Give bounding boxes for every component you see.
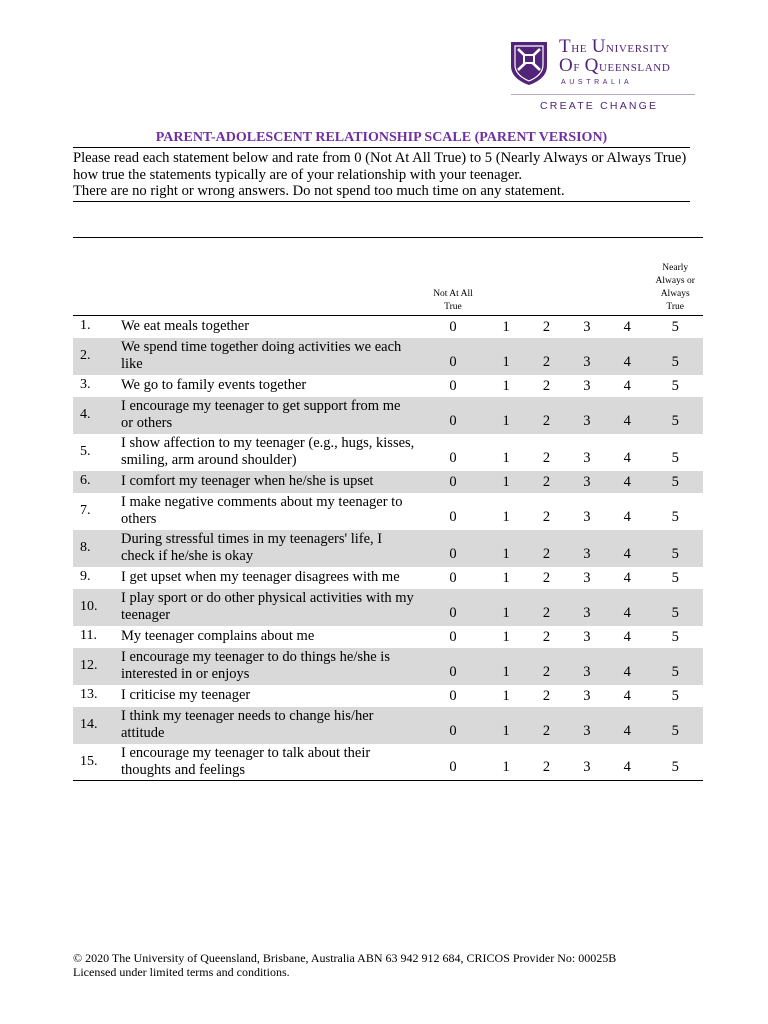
rating-option-5[interactable]: 5: [647, 707, 703, 744]
rating-option-4[interactable]: 4: [623, 318, 631, 335]
rating-option-2[interactable]: 2: [542, 449, 551, 466]
rating-option-4[interactable]: 4: [607, 648, 647, 685]
page-title: PARENT-ADOLESCENT RELATIONSHIP SCALE (PARENT VERSION): [73, 130, 690, 148]
rating-option-5[interactable]: 5: [671, 687, 679, 704]
table-row: [73, 707, 703, 744]
rating-option-1[interactable]: 1: [486, 648, 526, 685]
footer-copyright: © 2020 The University of Queensland, Brisbane, Australia ABN 63 942 912 684, CRICOS Provider No: 00025B: [73, 951, 617, 965]
rating-option-0[interactable]: 0: [449, 508, 457, 525]
rating-option-3[interactable]: 3: [567, 471, 607, 493]
table-row: [73, 530, 703, 567]
item-statement: We eat meals together: [121, 318, 250, 334]
rating-option-1[interactable]: 1: [486, 397, 526, 434]
rating-option-0[interactable]: 0: [449, 377, 457, 394]
rating-option-5[interactable]: 5: [671, 318, 679, 335]
rating-option-3[interactable]: 3: [583, 687, 591, 704]
university-logo: [509, 38, 697, 116]
rating-option-1[interactable]: 1: [502, 628, 510, 645]
rating-option-4[interactable]: 4: [607, 397, 647, 434]
table-row: [73, 567, 703, 589]
rating-option-4[interactable]: 4: [623, 449, 631, 466]
rating-option-2[interactable]: 2: [526, 530, 566, 567]
rating-option-5[interactable]: 5: [647, 471, 703, 493]
rating-option-1[interactable]: 1: [486, 338, 526, 375]
rating-option-1[interactable]: 1: [502, 318, 510, 335]
rating-option-1[interactable]: 1: [486, 471, 526, 493]
item-number: 15.: [80, 753, 98, 769]
rating-option-1[interactable]: 1: [486, 589, 526, 626]
footer: [73, 951, 713, 979]
rating-option-2[interactable]: 2: [526, 648, 566, 685]
rating-option-0[interactable]: 0: [449, 449, 457, 466]
item-number: 6.: [73, 471, 121, 493]
rating-option-3[interactable]: 3: [583, 318, 591, 335]
instructions-line1: Please read each statement below and rate from 0 (Not At All True) to 5 (Nearly Always or Always True) how true the statements typically are of your relationship with your teenager.: [73, 150, 687, 183]
rating-option-0[interactable]: 0: [420, 530, 486, 567]
logo-tagline: CREATE CHANGE: [540, 100, 659, 112]
table-row: [73, 589, 703, 626]
rating-option-5[interactable]: 5: [671, 759, 679, 775]
rating-option-2[interactable]: 2: [526, 707, 566, 744]
table-row: [73, 375, 703, 397]
rating-option-5[interactable]: 5: [671, 377, 679, 394]
rating-option-3[interactable]: 3: [567, 397, 607, 434]
rating-option-3[interactable]: 3: [567, 648, 607, 685]
rating-option-3[interactable]: 3: [583, 449, 591, 466]
rating-option-3[interactable]: 3: [567, 338, 607, 375]
table-row: [73, 685, 703, 707]
rating-option-0[interactable]: 0: [420, 471, 486, 493]
rating-option-5[interactable]: 5: [647, 338, 703, 375]
table-body: [73, 316, 703, 781]
item-statement: I comfort my teenager when he/she is upset: [121, 471, 420, 493]
table-row: [73, 471, 703, 493]
item-number: 4.: [73, 397, 121, 434]
rating-option-4[interactable]: 4: [607, 530, 647, 567]
item-statement: I make negative comments about my teenager to others: [121, 494, 403, 527]
rating-option-2[interactable]: 2: [526, 338, 566, 375]
instructions: [73, 150, 690, 202]
rating-table: [73, 237, 703, 781]
rating-option-5[interactable]: 5: [671, 449, 679, 466]
footer-license: Licensed under limited terms and conditions.: [73, 965, 290, 979]
rating-option-4[interactable]: 4: [623, 569, 631, 586]
crest-icon: [509, 40, 549, 86]
table-row: [73, 626, 703, 648]
rating-option-0[interactable]: 0: [420, 397, 486, 434]
rating-option-5[interactable]: 5: [671, 628, 679, 645]
header-low-anchor: Not At All True: [420, 238, 486, 316]
item-number: 11.: [80, 627, 97, 643]
rating-option-3[interactable]: 3: [583, 508, 591, 525]
item-number: 12.: [73, 648, 121, 685]
rating-option-2[interactable]: 2: [542, 377, 551, 394]
rating-option-4[interactable]: 4: [623, 377, 631, 394]
rating-option-1[interactable]: 1: [502, 759, 510, 775]
header-blank-1: [486, 238, 526, 316]
rating-option-0[interactable]: 0: [449, 569, 457, 586]
rating-option-4[interactable]: 4: [623, 628, 631, 645]
rating-option-1[interactable]: 1: [502, 377, 510, 394]
rating-option-1[interactable]: 1: [486, 530, 526, 567]
rating-option-5[interactable]: 5: [647, 589, 703, 626]
item-number: 2.: [73, 338, 121, 375]
rating-option-0[interactable]: 0: [420, 589, 486, 626]
rating-option-0[interactable]: 0: [449, 759, 457, 775]
header-num: [73, 238, 121, 316]
table-row: [73, 648, 703, 685]
item-number: 5.: [80, 444, 91, 459]
header-blank-2: [526, 238, 566, 316]
item-statement: I show affection to my teenager (e.g., hugs, kisses, smiling, arm around shoulder): [121, 435, 415, 468]
item-number: 14.: [73, 707, 121, 744]
rating-option-3[interactable]: 3: [567, 530, 607, 567]
item-statement: During stressful times in my teenagers' life, I check if he/she is okay: [121, 530, 420, 567]
rating-option-0[interactable]: 0: [420, 648, 486, 685]
table-row: [73, 493, 703, 530]
item-statement: My teenager complains about me: [121, 627, 315, 644]
rating-option-5[interactable]: 5: [671, 569, 679, 586]
rating-option-4[interactable]: 4: [607, 707, 647, 744]
rating-option-2[interactable]: 2: [542, 318, 551, 335]
rating-option-2[interactable]: 2: [542, 628, 551, 645]
rating-option-1[interactable]: 1: [486, 707, 526, 744]
rating-option-2[interactable]: 2: [542, 687, 551, 704]
table-row: [73, 744, 703, 781]
table-row: [73, 434, 703, 471]
rating-option-0[interactable]: 0: [449, 687, 457, 704]
rating-option-3[interactable]: 3: [567, 707, 607, 744]
rating-option-4[interactable]: 4: [623, 508, 631, 525]
item-number: 7.: [80, 503, 91, 518]
item-number: 1.: [80, 318, 91, 333]
rating-option-4[interactable]: 4: [623, 759, 631, 775]
item-statement: I encourage my teenager to do things he/she is interested in or enjoys: [121, 648, 420, 685]
rating-option-3[interactable]: 3: [583, 759, 591, 775]
rating-option-0[interactable]: 0: [449, 318, 457, 335]
rating-option-3[interactable]: 3: [583, 628, 591, 645]
rating-option-5[interactable]: 5: [647, 530, 703, 567]
rating-option-3[interactable]: 3: [567, 589, 607, 626]
logo-text-line1: The University: [559, 36, 670, 57]
rating-option-0[interactable]: 0: [449, 628, 457, 645]
rating-option-2[interactable]: 2: [542, 569, 551, 586]
rating-option-1[interactable]: 1: [502, 449, 510, 466]
rating-option-0[interactable]: 0: [420, 707, 486, 744]
item-statement: I play sport or do other physical activities with my teenager: [121, 589, 420, 626]
item-statement: We go to family events together: [121, 376, 307, 393]
item-statement: I think my teenager needs to change his/her attitude: [121, 707, 420, 744]
header-high-anchor: Nearly Always or Always True: [647, 238, 703, 316]
item-number: 9.: [80, 568, 91, 584]
item-statement: We spend time together doing activities we each like: [121, 338, 420, 375]
rating-option-0[interactable]: 0: [420, 338, 486, 375]
rating-option-5[interactable]: 5: [647, 397, 703, 434]
item-number: 13.: [80, 686, 98, 702]
rating-option-4[interactable]: 4: [607, 338, 647, 375]
table-header-row: [73, 238, 703, 316]
table-row: [73, 316, 703, 338]
item-statement: I get upset when my teenager disagrees with me: [121, 568, 400, 585]
item-statement: I criticise my teenager: [121, 686, 251, 703]
rating-option-5[interactable]: 5: [671, 508, 679, 525]
item-statement: I encourage my teenager to get support from me or others: [121, 397, 420, 434]
logo-divider: [511, 94, 695, 95]
item-number: 3.: [80, 376, 91, 392]
item-number: 10.: [73, 589, 121, 626]
rating-option-1[interactable]: 1: [502, 569, 510, 586]
table-row: [73, 338, 703, 375]
logo-text-line2: Of Queensland: [559, 55, 671, 76]
rating-option-4[interactable]: 4: [607, 589, 647, 626]
rating-option-3[interactable]: 3: [583, 377, 591, 394]
rating-option-2[interactable]: 2: [542, 508, 551, 525]
rating-option-5[interactable]: 5: [647, 648, 703, 685]
table-row: [73, 397, 703, 434]
rating-option-2[interactable]: 2: [526, 397, 566, 434]
header-blank-4: [607, 238, 647, 316]
item-statement: I encourage my teenager to talk about their thoughts and feelings: [121, 744, 371, 778]
header-blank-3: [567, 238, 607, 316]
rating-option-2[interactable]: 2: [526, 471, 566, 493]
logo-country: AUSTRALIA: [561, 79, 633, 86]
instructions-line2: There are no right or wrong answers. Do not spend too much time on any statement.: [73, 183, 565, 199]
rating-option-3[interactable]: 3: [583, 569, 591, 586]
rating-option-1[interactable]: 1: [502, 508, 510, 525]
rating-option-4[interactable]: 4: [607, 471, 647, 493]
header-item: [121, 238, 420, 316]
item-number: 8.: [73, 530, 121, 567]
rating-option-2[interactable]: 2: [542, 759, 551, 775]
rating-option-4[interactable]: 4: [623, 687, 631, 704]
rating-option-1[interactable]: 1: [502, 687, 510, 704]
rating-option-2[interactable]: 2: [526, 589, 566, 626]
